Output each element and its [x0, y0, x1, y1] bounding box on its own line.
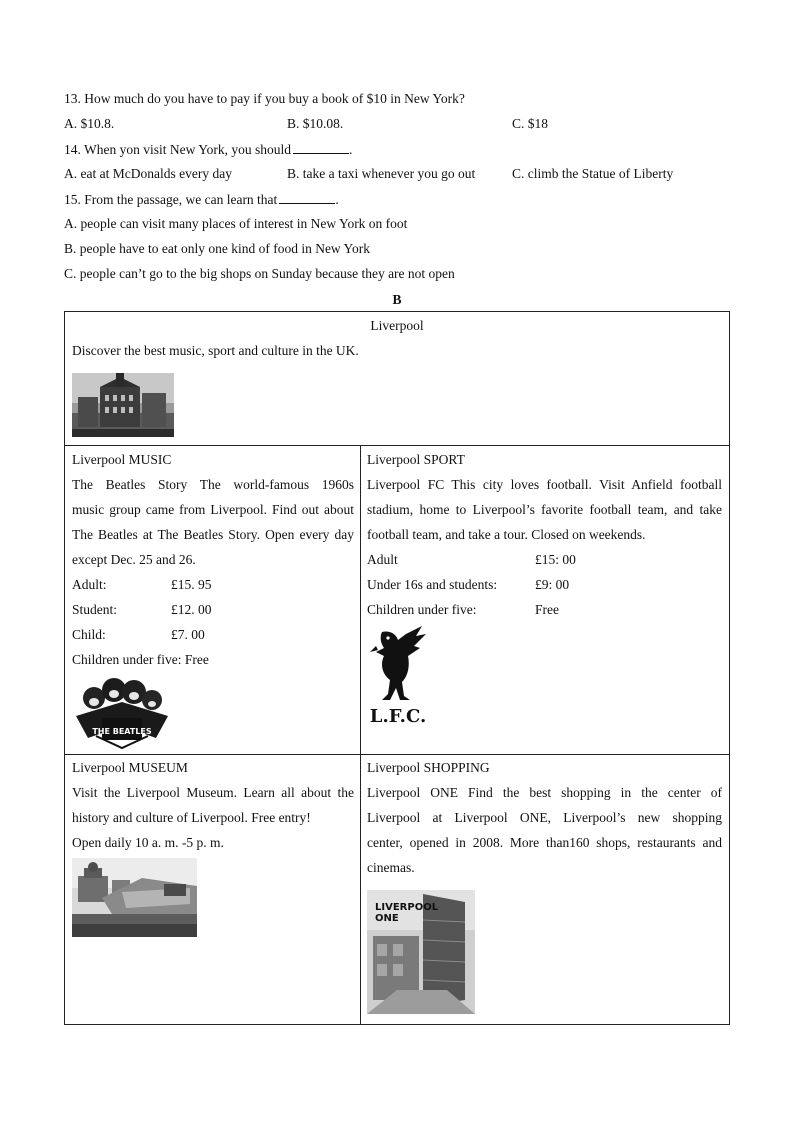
- answer-blank: [293, 141, 349, 154]
- sport-price-child-label: Children under five:: [367, 602, 477, 617]
- sport-heading: Liverpool SPORT: [367, 452, 465, 467]
- shopping-heading: Liverpool SHOPPING: [367, 760, 490, 775]
- section-letter: B: [392, 292, 402, 307]
- liverpool-one-sign-line-1: LIVERPOOL: [375, 902, 439, 913]
- sport-text-line-3: football team, and take a tour. Closed on weekends.: [367, 527, 646, 542]
- shopping-text-line-1: Liverpool ONE Find the best shopping in the center of: [367, 785, 722, 800]
- question-14-option-a: A. eat at McDonalds every day: [64, 166, 232, 181]
- question-13-stem: 13. How much do you have to pay if you buy a book of $10 in New York?: [64, 91, 465, 106]
- music-text-line-2: music group came from Liverpool. Find out about: [72, 502, 354, 517]
- beatles-logo: [76, 676, 168, 750]
- question-14-option-b: B. take a taxi whenever you go out: [287, 166, 476, 181]
- music-text-line-3: The Beatles at The Beatles Story. Open every day: [72, 527, 354, 542]
- question-15-stem-end: .: [335, 192, 339, 207]
- shopping-text-line-2: Liverpool at Liverpool ONE, Liverpool’s new shopping: [367, 810, 722, 825]
- music-price-adult-value: £15. 95: [171, 577, 212, 592]
- question-15-stem-text: 15. From the passage, we can learn that: [64, 192, 278, 207]
- beatles-logo-text: THE BEATLES: [92, 727, 152, 736]
- question-14-stem-end: .: [349, 142, 353, 157]
- music-text-line-4: except Dec. 25 and 26.: [72, 552, 196, 567]
- museum-hours: Open daily 10 a. m. -5 p. m.: [72, 835, 224, 850]
- music-free-note: Children under five: Free: [72, 652, 209, 667]
- liverpool-one-sign-line-2: ONE: [375, 913, 399, 924]
- music-heading: Liverpool MUSIC: [72, 452, 172, 467]
- music-price-student-label: Student:: [72, 602, 118, 617]
- sport-price-student-value: £9: 00: [535, 577, 570, 592]
- lfc-liverbird-logo: [368, 622, 432, 726]
- liverpool-museum-photo: [72, 858, 197, 937]
- question-15-option-c: C. people can’t go to the big shops on Sunday because they are not open: [64, 266, 455, 281]
- music-price-child-label: Child:: [72, 627, 106, 642]
- lfc-logo-text: L.F.C.: [369, 706, 427, 726]
- answer-blank: [279, 191, 335, 204]
- question-15-stem: [64, 191, 339, 208]
- question-14-stem: [64, 141, 352, 158]
- sport-text-line-2: stadium, home to Liverpool’s favorite football team, and take: [367, 502, 722, 517]
- music-price-child-value: £7. 00: [171, 627, 205, 642]
- header-title: Liverpool: [370, 318, 424, 333]
- question-13-option-a: A. $10.8.: [64, 116, 115, 131]
- liverpool-one-photo: [367, 890, 475, 1014]
- question-14-stem-text: 14. When yon visit New York, you should: [64, 142, 292, 157]
- question-15-option-a: A. people can visit many places of interest in New York on foot: [64, 216, 408, 231]
- table-divider-header: [65, 445, 729, 446]
- sport-price-adult-label: Adult: [367, 552, 398, 567]
- museum-text-line-2: history and culture of Liverpool. Free entry!: [72, 810, 311, 825]
- question-14-option-c: C. climb the Statue of Liberty: [512, 166, 674, 181]
- liverpool-table: [64, 311, 730, 1025]
- question-13-option-c: C. $18: [512, 116, 549, 131]
- sport-price-child-value: Free: [535, 602, 559, 617]
- music-price-adult-label: Adult:: [72, 577, 107, 592]
- museum-text-line-1: Visit the Liverpool Museum. Learn all about the: [72, 785, 354, 800]
- music-text-line-1: The Beatles Story The world-famous 1960s: [72, 477, 354, 492]
- header-subtitle: Discover the best music, sport and culture in the UK.: [72, 343, 359, 358]
- sport-price-adult-value: £15: 00: [535, 552, 576, 567]
- sport-price-student-label: Under 16s and students:: [367, 577, 498, 592]
- museum-heading: Liverpool MUSEUM: [72, 760, 188, 775]
- question-15-option-b: B. people have to eat only one kind of food in New York: [64, 241, 370, 256]
- question-13-option-b: B. $10.08.: [287, 116, 344, 131]
- table-divider-vertical: [360, 445, 361, 1025]
- shopping-text-line-4: cinemas.: [367, 860, 415, 875]
- shopping-text-line-3: center, opened in 2008. More than160 shops, restaurants and: [367, 835, 722, 850]
- music-price-student-value: £12. 00: [171, 602, 212, 617]
- liverpool-building-photo: [72, 373, 174, 437]
- sport-text-line-1: Liverpool FC This city loves football. Visit Anfield football: [367, 477, 722, 492]
